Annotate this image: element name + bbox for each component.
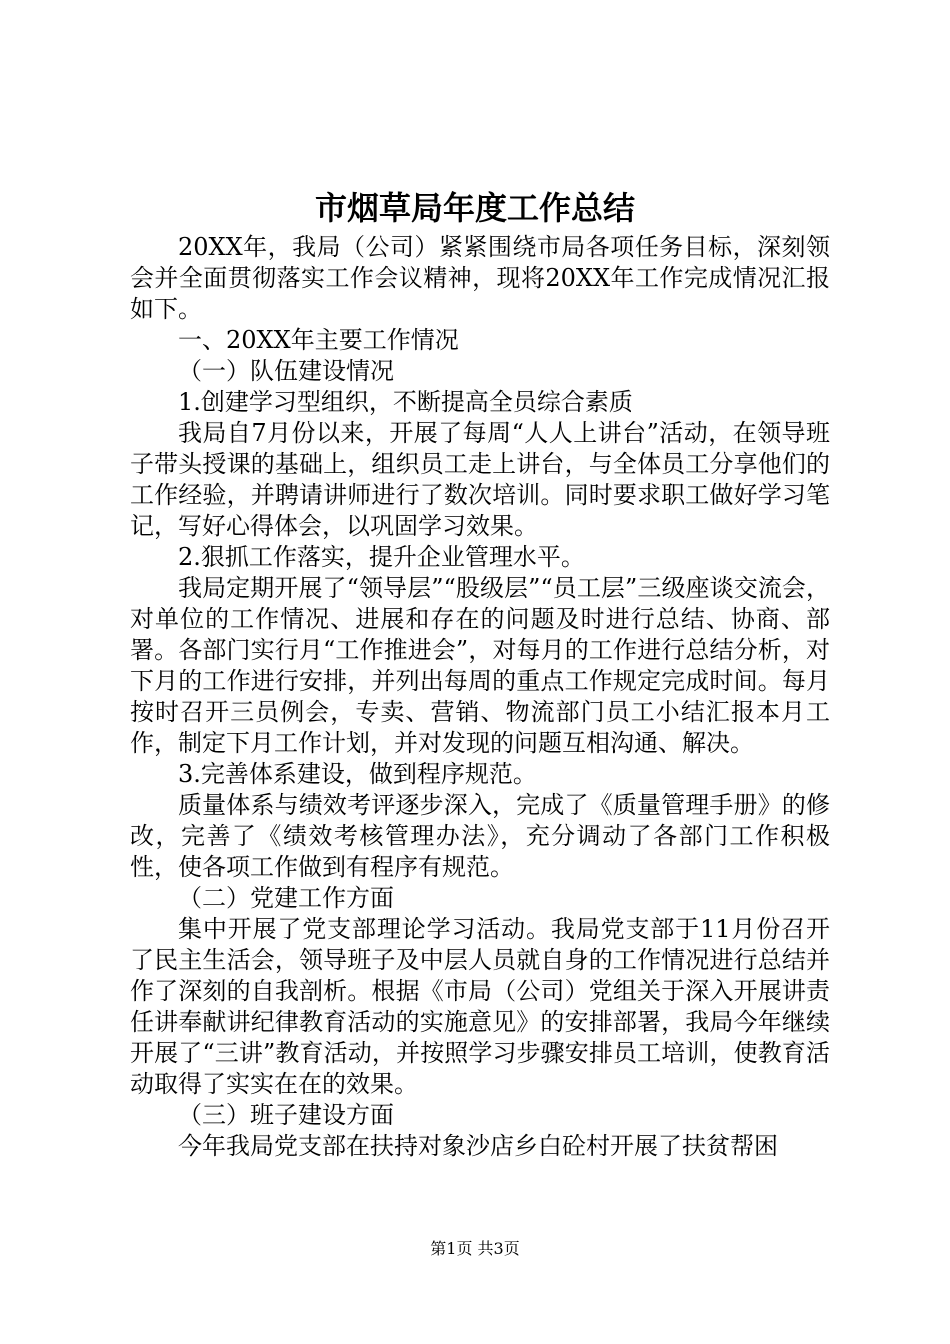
item-heading-3: 3.完善体系建设，做到程序规范。 [178,760,537,788]
item-heading-1: 1.创建学习型组织，不断提高全员综合素质 [178,388,633,416]
body-paragraph: 我局自7月份以来，开展了每周“人人上讲台”活动，在领导班子带头授课的基础上，组织员工走上讲台，与全体员工分享他们的工作经验，并聘请讲师进行了数次培训。同时要求职工做好学习笔记，写好心得体会，以巩固学习效果。 [130,419,830,540]
document-body [130,232,830,1162]
document-title: 市烟草局年度工作总结 [314,189,635,227]
subsection-heading-leadership: （三）班子建设方面 [178,1101,394,1129]
body-paragraph: 集中开展了党支部理论学习活动。我局党支部于11月份召开了民主生活会，领导班子及中层人员就自身的工作情况进行总结并作了深刻的自我剖析。根据《市局（公司）党组关于深入开展讲责任讲奉献讲纪律教育活动的实施意见》的安排部署，我局今年继续开展了“三讲”教育活动，并按照学习步骤安排员工培训，使教育活动取得了实实在在的效果。 [130,915,830,1098]
body-paragraph: 我局定期开展了“领导层”“股级层”“员工层”三级座谈交流会，对单位的工作情况、进展和存在的问题及时进行总结、协商、部署。各部门实行月“工作推进会”，对每月的工作进行总结分析，对下月的工作进行安排，并列出每周的重点工作规定完成时间。每月按时召开三员例会，专卖、营销、物流部门员工小结汇报本月工作，制定下月工作计划，并对发现的问题互相沟通、解决。 [130,574,830,757]
intro-paragraph: 20XX年，我局（公司）紧紧围绕市局各项任务目标，深刻领会并全面贯彻落实工作会议精神，现将20XX年工作完成情况汇报如下。 [130,233,830,323]
page-number-footer: 第1页 共3页 [430,1239,520,1258]
body-paragraph: 质量体系与绩效考评逐步深入，完成了《质量管理手册》的修改，完善了《绩效考核管理办法》，充分调动了各部门工作积极性，使各项工作做到有程序有规范。 [130,791,830,881]
body-paragraph: 今年我局党支部在扶持对象沙店乡白砼村开展了扶贫帮困 [178,1132,778,1160]
item-heading-2: 2.狠抓工作落实，提升企业管理水平。 [178,543,585,571]
subsection-heading-party: （二）党建工作方面 [178,884,394,912]
subsection-heading-team: （一）队伍建设情况 [178,357,394,385]
section-heading-1: 一、20XX年主要工作情况 [178,326,459,354]
